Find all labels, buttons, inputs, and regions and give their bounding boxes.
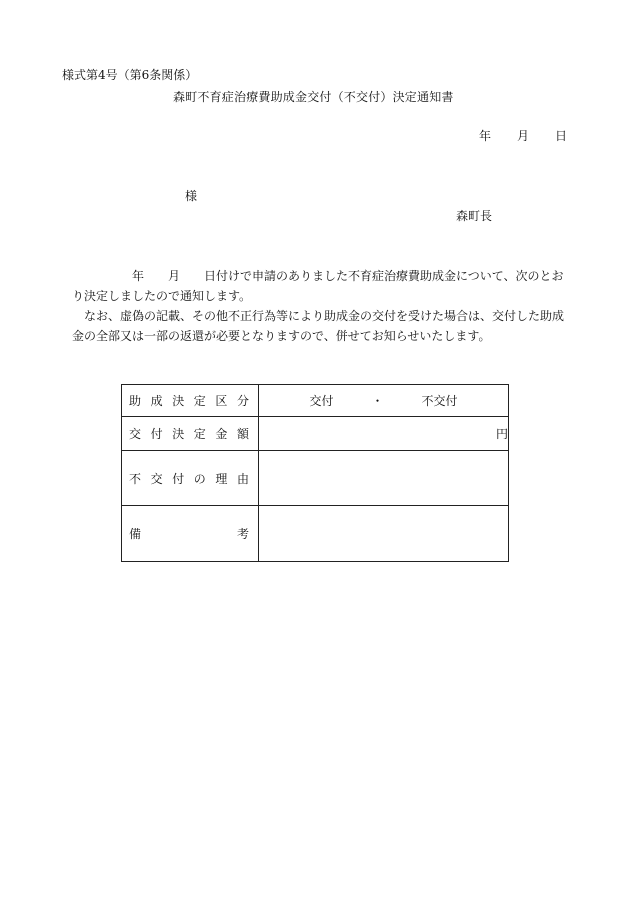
issuer-name: 森町長: [456, 209, 493, 223]
label-char: 交: [129, 427, 142, 441]
value-grant-amount: [259, 417, 509, 451]
value-remarks: [259, 506, 509, 562]
para1-text: 日付けで申請のありました不育症治療費助成金について、次のとおり決定しましたので通知します。: [72, 269, 564, 303]
date-day-label: 日: [555, 129, 568, 143]
label-char: 定: [193, 394, 206, 408]
document-title: 森町不育症治療費助成金交付（不交付）決定通知書: [173, 90, 454, 104]
label-decision-category: [122, 385, 259, 417]
label-char: 付: [172, 471, 185, 486]
label-char: 考: [236, 527, 249, 541]
date-year-label: 年: [479, 129, 492, 143]
label-char: 成: [150, 394, 163, 408]
notice-paragraph-1: [72, 266, 572, 306]
label-char: 分: [236, 394, 249, 408]
label-char: 助: [129, 394, 142, 408]
notice-paragraph-2: [72, 306, 572, 346]
table-row-rejection-reason: [122, 451, 509, 506]
recipient-suffix: 様: [185, 189, 198, 203]
para2-text: なお、虚偽の記載、その他不正行為等により助成金の交付を受けた場合は、交付した助成金の全部又は一部の返還が必要となりますので、併せてお知らせいたします。: [72, 309, 565, 343]
label-char: 区: [215, 394, 228, 408]
label-char: 由: [236, 471, 249, 486]
label-char: 額: [236, 427, 249, 441]
value-decision-category: [259, 385, 509, 417]
decision-table: [121, 384, 509, 562]
label-char: 決: [172, 427, 185, 441]
label-char: 交: [150, 471, 163, 486]
notice-body: [72, 266, 572, 346]
para1-month-label: 月: [168, 269, 181, 283]
table-row-decision-category: [122, 385, 509, 417]
form-number: 様式第4号（第6条関係）: [62, 68, 198, 82]
value-rejection-reason: [259, 451, 509, 506]
label-char: 理: [215, 471, 228, 486]
date-month-label: 月: [517, 129, 530, 143]
date-line: [479, 127, 567, 144]
label-char: 金: [215, 427, 228, 441]
table-row-remarks: [122, 506, 509, 562]
choice-grant: 交付: [309, 394, 334, 408]
label-char: 付: [150, 427, 163, 441]
label-rejection-reason: [122, 451, 259, 506]
label-char: の: [193, 471, 206, 486]
label-char: 定: [193, 427, 206, 441]
choice-separator: ・: [371, 394, 384, 408]
label-char: 備: [129, 527, 142, 541]
choice-no-grant: 不交付: [421, 394, 458, 408]
label-grant-amount: [122, 417, 259, 451]
label-char: 不: [129, 471, 142, 486]
amount-unit: 円: [495, 427, 508, 441]
label-remarks: [122, 506, 259, 562]
para1-year-label: 年: [132, 269, 145, 283]
label-char: 決: [172, 394, 185, 408]
table-row-grant-amount: [122, 417, 509, 451]
